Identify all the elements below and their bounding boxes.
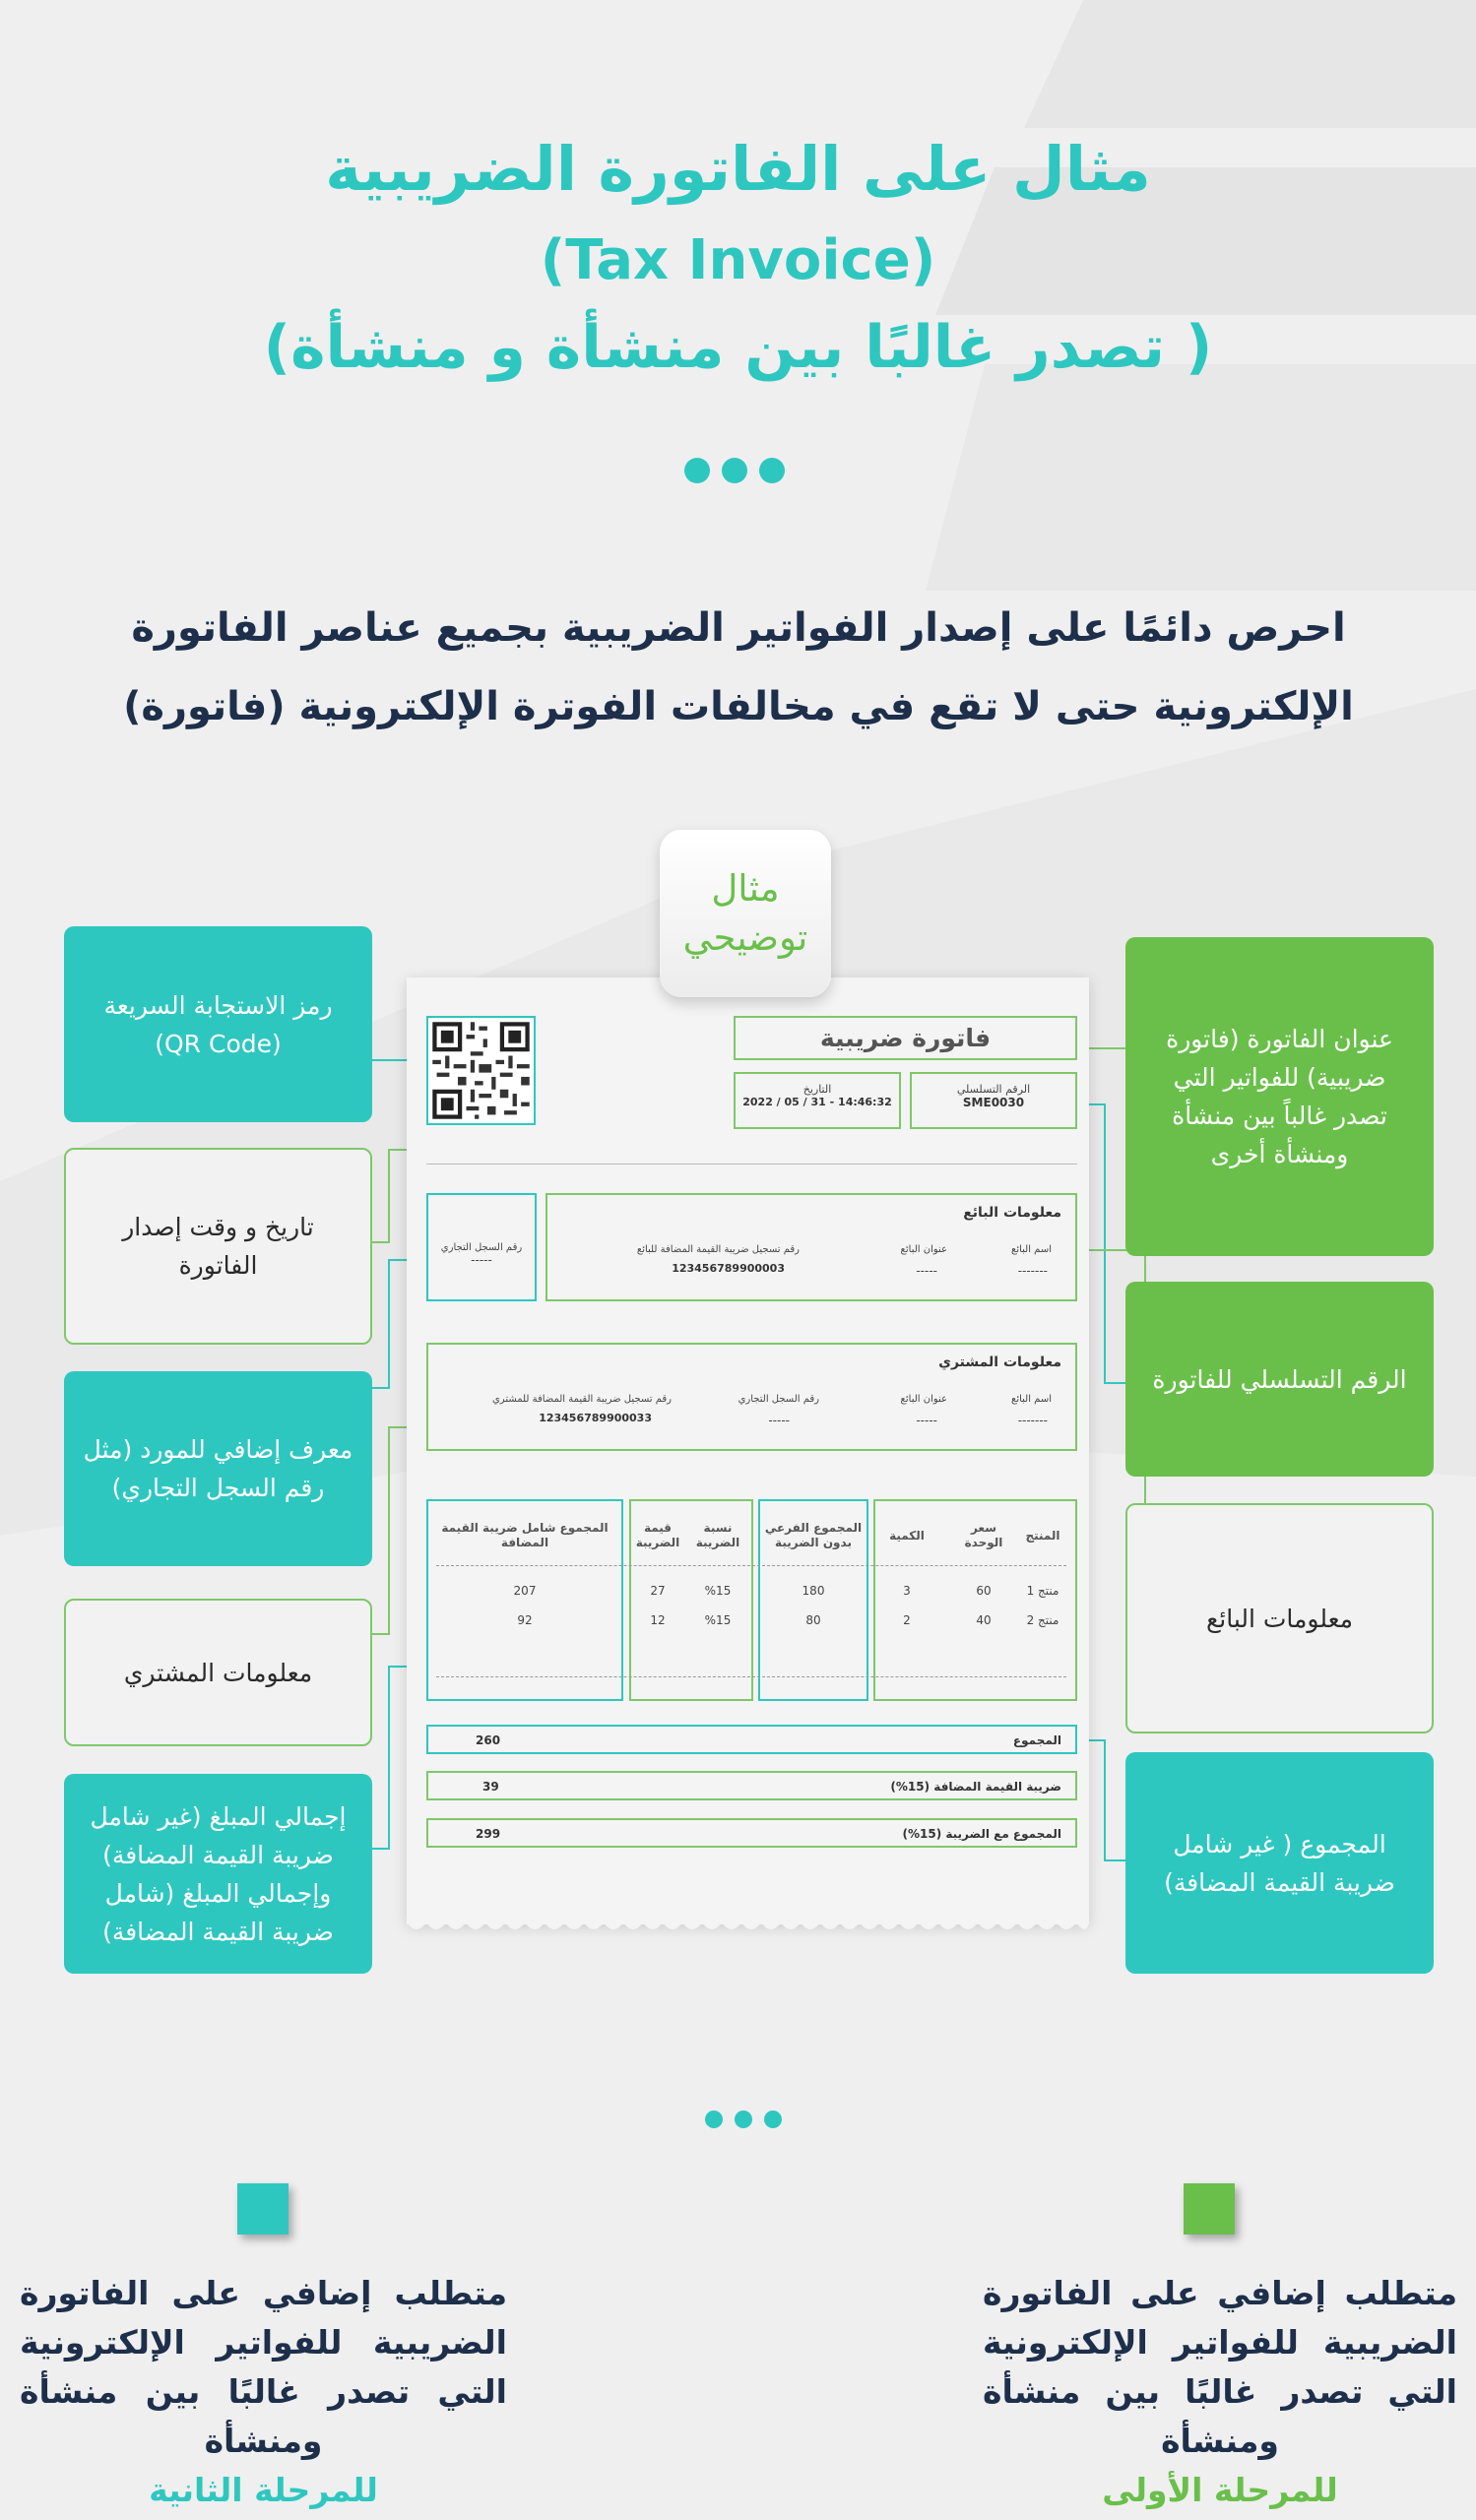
total-subtotal-label: المجموع [1012, 1733, 1061, 1747]
row2-total: 92 [517, 1613, 533, 1627]
row2-tax-rate: %15 [704, 1613, 732, 1627]
buyer-name-label: اسم البائع [1011, 1394, 1052, 1405]
qr-code-icon [428, 1018, 534, 1123]
col-subtotal: المجموع الفرعي بدون الضريبة [764, 1521, 863, 1549]
seller-name-value: ------- [1017, 1264, 1048, 1278]
label-subtotal: المجموع ( غير شامل ضريبة القيمة المضافة) [1125, 1752, 1434, 1974]
label-buyer-info: معلومات المشتري [64, 1599, 372, 1746]
col-tax-rate: نسبة الضريبة [695, 1521, 740, 1549]
total-subtotal-value: 260 [476, 1733, 501, 1747]
sample-tag-line1: مثال [711, 867, 780, 910]
row2-product: منتج 2 [1026, 1613, 1059, 1627]
subheading-line1: احرص دائمًا على إصدار الفواتير الضريبية بجميع عناصر الفاتورة [131, 605, 1346, 651]
seller-vat-value: 123456789900003 [672, 1262, 785, 1275]
label-qr-code: رمز الاستجابة السريعة (QR Code) [64, 926, 372, 1122]
subheading-line2: الإلكترونية حتى لا تقع في مخالفات الفوترة الإلكترونية (فاتورة) [123, 684, 1354, 729]
row2-qty: 2 [903, 1613, 911, 1627]
qr-code-frame [426, 1016, 536, 1125]
sample-tag-line2: توضيحي [682, 916, 808, 959]
requirement-phase-one [983, 2269, 1457, 2515]
date-box [734, 1072, 901, 1129]
buyer-address-label: عنوان البائع [900, 1394, 947, 1405]
title-line2: (Tax Invoice) [540, 228, 936, 292]
seller-cr-label: رقم السجل التجاري [440, 1242, 523, 1253]
sample-tag [660, 830, 831, 997]
label-supplier-id: معرف إضافي للمورد (مثل رقم السجل التجاري) [64, 1371, 372, 1566]
seller-cr-value: ----- [471, 1253, 492, 1267]
serial-box [910, 1072, 1077, 1129]
invoice-title: فاتورة ضريبية [819, 1024, 992, 1052]
col-qty: الكمية [889, 1529, 925, 1543]
total-row-grand [426, 1818, 1077, 1848]
total-vat-label: ضريبة القيمة المضافة (15%) [890, 1780, 1061, 1794]
separator-dots-bottom [705, 2110, 782, 2128]
seller-address-label: عنوان البائع [900, 1244, 947, 1255]
table-header-divider [436, 1565, 1066, 1566]
table-footer-divider [436, 1676, 1066, 1677]
label-seller-info: معلومات البائع [1125, 1503, 1434, 1733]
requirement-phase-two-label: للمرحلة الثانية [149, 2471, 378, 2509]
seller-cr-box [426, 1193, 537, 1301]
legend-square-green [1184, 2183, 1235, 2235]
seller-info-box [545, 1193, 1077, 1301]
row1-subtotal: 180 [802, 1584, 825, 1598]
paper-torn-edge [407, 1922, 1089, 1936]
row1-qty: 3 [903, 1584, 911, 1598]
requirement-phase-two-text: متطلب إضافي على الفاتورة الضريبية للفواتير الإلكترونية التي تصدر غالبًا بين منشأة ومنشأة [20, 2274, 507, 2460]
buyer-vat-label: رقم تسجيل ضريبة القيمة المضافة للمشتري [491, 1394, 672, 1405]
seller-address-value: ----- [916, 1264, 937, 1278]
buyer-info-box [426, 1343, 1077, 1451]
separator-dots-top [684, 458, 785, 483]
serial-label: الرقم التسلسلي [956, 1083, 1031, 1096]
label-serial-number: الرقم التسلسلي للفاتورة [1125, 1282, 1434, 1477]
seller-vat-label: رقم تسجيل ضريبة القيمة المضافة للبائع [636, 1244, 800, 1255]
col-total: المجموع شامل ضريبة القيمة المضافة [441, 1521, 609, 1549]
invoice-paper [407, 977, 1089, 1924]
title-line3: ( تصدر غالبًا بين منشأة و منشأة) [263, 313, 1213, 382]
row1-product: منتج 1 [1026, 1584, 1059, 1598]
seller-name-label: اسم البائع [1011, 1244, 1052, 1255]
row2-unit-price: 40 [976, 1613, 992, 1627]
date-value: 2022 / 05 / 31 - 14:46:32 [742, 1096, 892, 1108]
col-tax-value: قيمة الضريبة [635, 1521, 680, 1549]
col-unit-price: سعر الوحدة [964, 1521, 1003, 1549]
row1-total: 207 [513, 1584, 537, 1598]
invoice-title-box [734, 1016, 1077, 1060]
total-vat-value: 39 [482, 1780, 499, 1794]
buyer-vat-value: 123456789900033 [539, 1412, 652, 1424]
total-grand-value: 299 [476, 1827, 501, 1841]
label-totals-amount: إجمالي المبلغ (غير شامل ضريبة القيمة المضافة) وإجمالي المبلغ (شامل ضريبة القيمة المضافة) [64, 1774, 372, 1974]
requirement-phase-two [20, 2269, 507, 2515]
label-invoice-title: عنوان الفاتورة (فاتورة ضريبية) للفواتير التي تصدر غالباً بين منشأة ومنشأة أخرى [1125, 937, 1434, 1256]
buyer-cr-label: رقم السجل التجاري [738, 1394, 819, 1405]
buyer-cr-value: ----- [768, 1414, 790, 1427]
row2-tax-value: 12 [650, 1613, 666, 1627]
divider-line [426, 1164, 1077, 1165]
legend-square-teal [237, 2183, 289, 2235]
date-label: التاريخ [802, 1083, 832, 1096]
col-product: المنتج [1025, 1529, 1060, 1543]
buyer-name-value: ------- [1017, 1414, 1048, 1427]
row1-unit-price: 60 [976, 1584, 992, 1598]
requirement-phase-one-text: متطلب إضافي على الفاتورة الضريبية للفواتير الإلكترونية التي تصدر غالبًا بين منشأة ومنشأة [983, 2274, 1457, 2460]
row2-subtotal: 80 [805, 1613, 821, 1627]
buyer-heading: معلومات المشتري [938, 1354, 1061, 1370]
total-row-vat [426, 1771, 1077, 1800]
label-invoice-datetime: تاريخ و وقت إصدار الفاتورة [64, 1148, 372, 1345]
row1-tax-rate: %15 [704, 1584, 732, 1598]
requirement-phase-one-label: للمرحلة الأولى [1102, 2471, 1338, 2509]
serial-value: SME0030 [962, 1096, 1025, 1109]
subheading [98, 589, 1379, 746]
row1-tax-value: 27 [650, 1584, 666, 1598]
total-grand-label: المجموع مع الضريبة (15%) [902, 1827, 1061, 1841]
seller-heading: معلومات البائع [963, 1205, 1061, 1221]
title-line1: مثال على الفاتورة الضريبية [325, 133, 1151, 205]
total-row-subtotal [426, 1725, 1077, 1754]
buyer-address-value: ----- [916, 1414, 937, 1427]
